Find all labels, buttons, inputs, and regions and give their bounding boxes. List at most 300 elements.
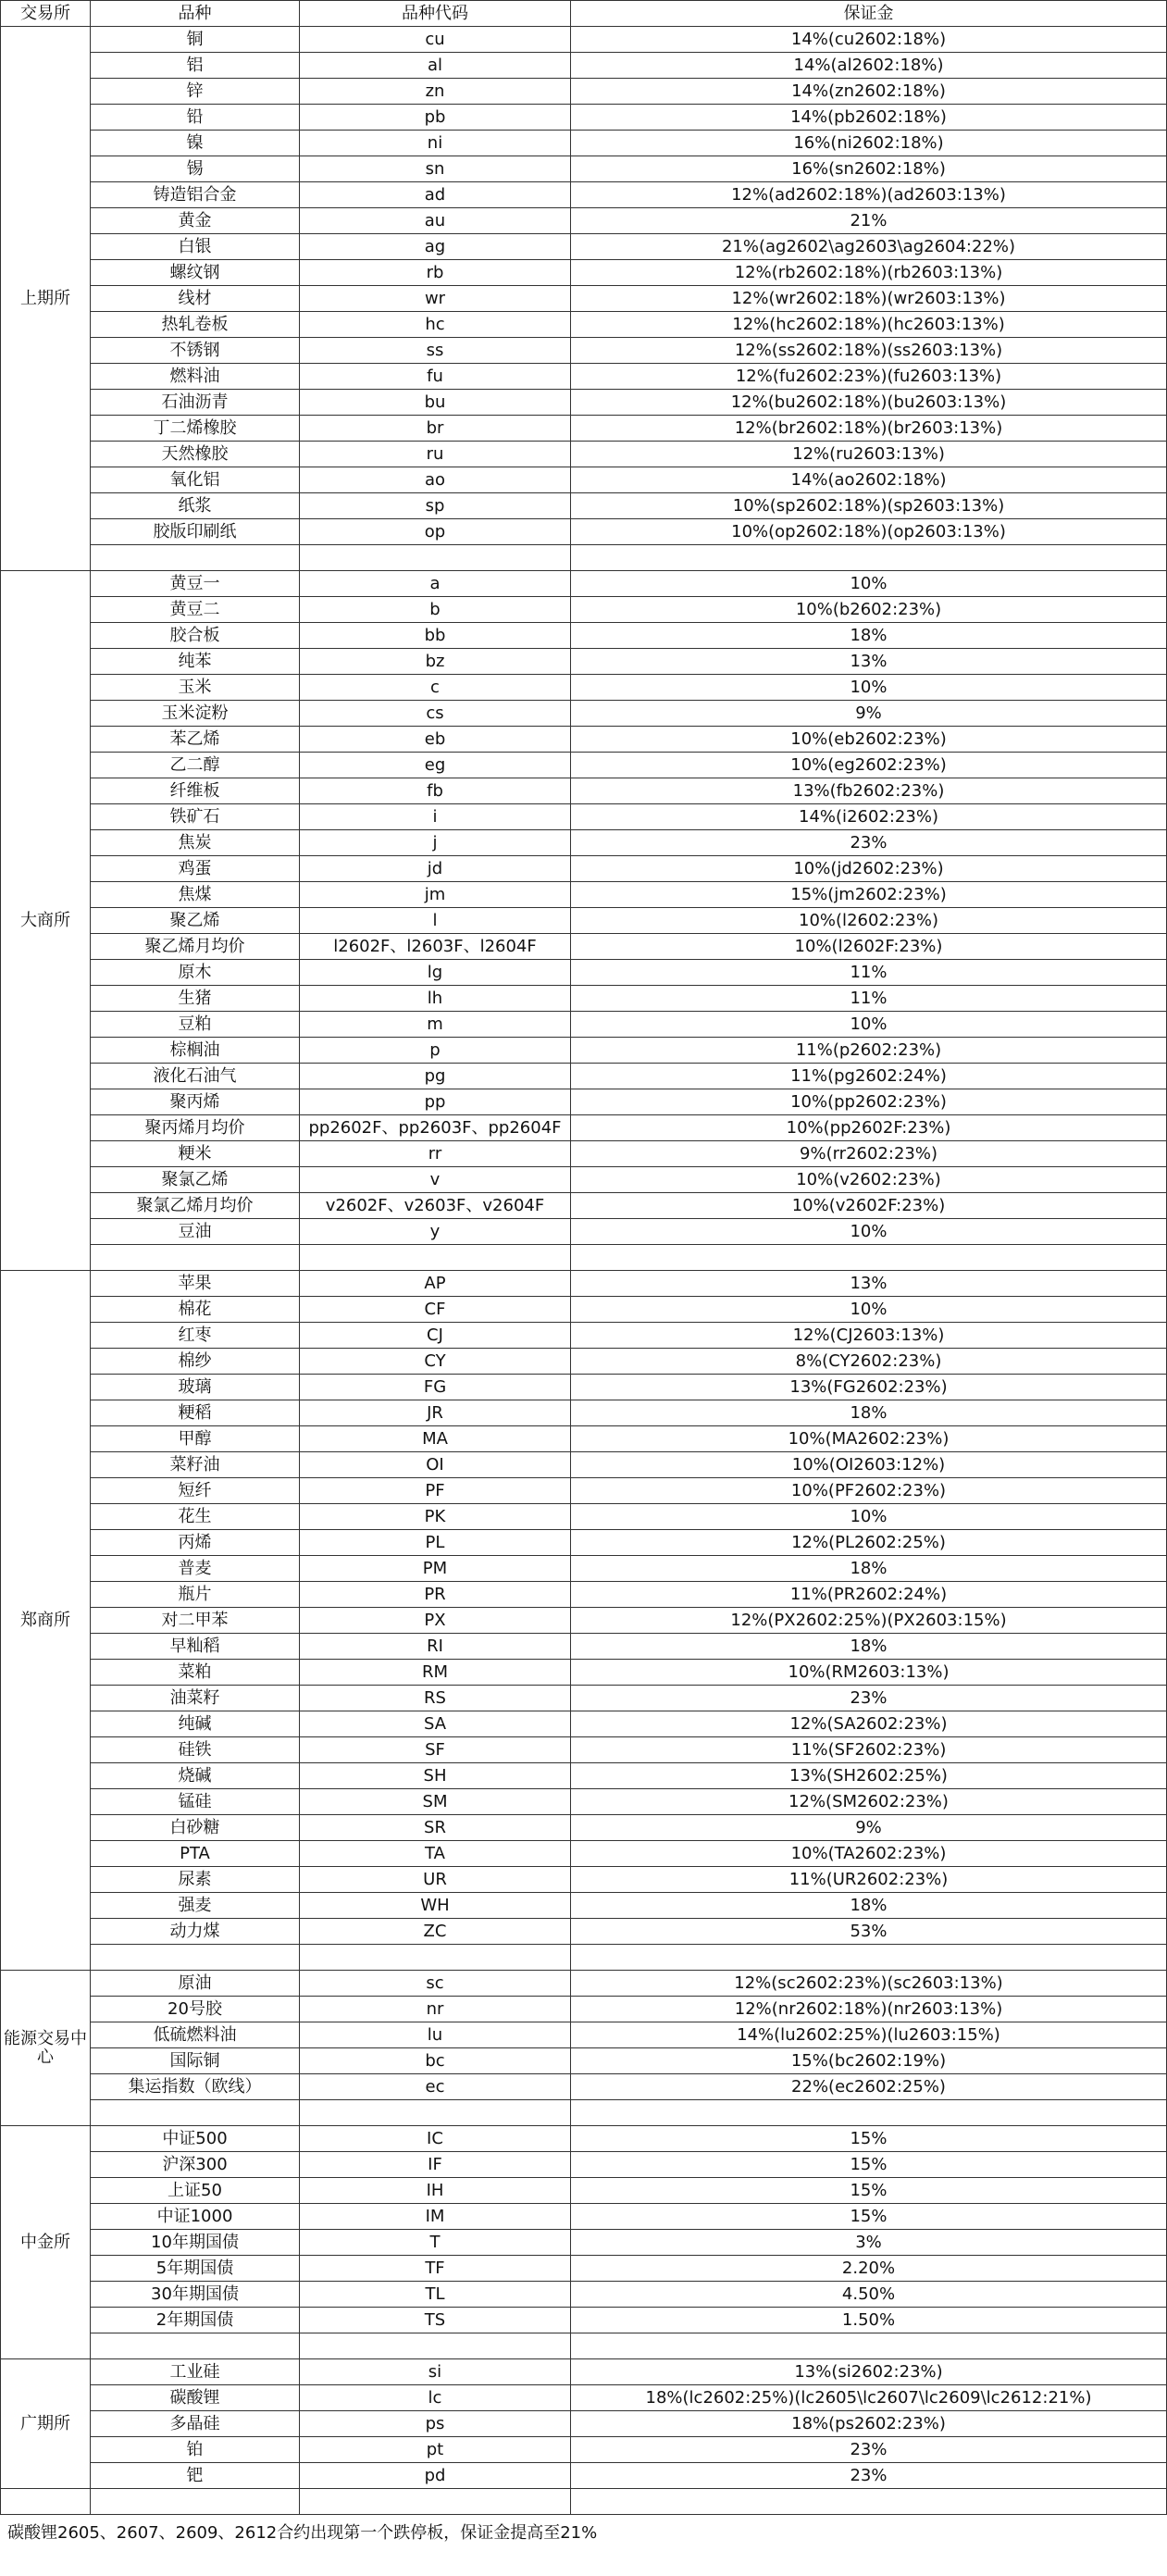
table-row	[1, 1841, 1167, 1867]
empty-cell	[1, 2489, 91, 2515]
margin-cell: 23%	[571, 2463, 1167, 2489]
margin-cell: 13%	[571, 649, 1167, 675]
exchange-cell: 上期所	[1, 27, 91, 571]
margin-cell: 3%	[571, 2230, 1167, 2256]
table-row	[1, 960, 1167, 986]
margin-cell: 15%	[571, 2152, 1167, 2178]
code-cell: zn	[300, 79, 571, 105]
variety-cell: 纯碱	[91, 1711, 300, 1737]
variety-cell: 锌	[91, 79, 300, 105]
variety-cell: 对二甲苯	[91, 1608, 300, 1634]
margin-cell: 12%(CJ2603:13%)	[571, 1323, 1167, 1349]
margin-cell: 21%	[571, 208, 1167, 234]
empty-cell	[300, 2100, 571, 2126]
variety-cell: 甲醇	[91, 1426, 300, 1452]
table-row	[1, 1997, 1167, 2022]
code-cell: pp	[300, 1089, 571, 1115]
margin-cell: 18%	[571, 1400, 1167, 1426]
variety-cell: 粳稻	[91, 1400, 300, 1426]
margin-cell: 11%(pg2602:24%)	[571, 1064, 1167, 1089]
variety-cell: 碳酸锂	[91, 2385, 300, 2411]
table-row	[1, 675, 1167, 701]
code-cell: b	[300, 597, 571, 623]
variety-cell: 动力煤	[91, 1919, 300, 1945]
margin-cell: 12%(fu2602:23%)(fu2603:13%)	[571, 364, 1167, 390]
code-cell: rr	[300, 1141, 571, 1167]
table-row	[1, 2048, 1167, 2074]
variety-cell: 热轧卷板	[91, 312, 300, 338]
margin-cell: 18%(lc2602:25%)(lc2605\lc2607\lc2609\lc2612:21%)	[571, 2385, 1167, 2411]
variety-cell: 白砂糖	[91, 1815, 300, 1841]
variety-cell: 20号胶	[91, 1997, 300, 2022]
margin-cell: 23%	[571, 1686, 1167, 1711]
exchange-cell: 中金所	[1, 2126, 91, 2359]
code-cell: TF	[300, 2256, 571, 2282]
code-cell: p	[300, 1038, 571, 1064]
margin-cell: 16%(sn2602:18%)	[571, 156, 1167, 182]
table-row	[1, 1582, 1167, 1608]
margin-cell: 10%	[571, 675, 1167, 701]
table-row	[1, 1193, 1167, 1219]
variety-cell: 焦炭	[91, 830, 300, 856]
code-cell: CJ	[300, 1323, 571, 1349]
code-cell: bu	[300, 390, 571, 416]
variety-cell: 石油沥青	[91, 390, 300, 416]
code-cell: eb	[300, 727, 571, 753]
code-cell: FG	[300, 1375, 571, 1400]
table-row	[1, 1893, 1167, 1919]
code-cell: lc	[300, 2385, 571, 2411]
variety-cell: 氧化铝	[91, 467, 300, 493]
variety-cell: 焦煤	[91, 882, 300, 908]
empty-cell	[571, 2333, 1167, 2359]
code-cell: nr	[300, 1997, 571, 2022]
spacer-row	[1, 2333, 1167, 2359]
variety-cell: 棕榈油	[91, 1038, 300, 1064]
variety-cell: 中证1000	[91, 2204, 300, 2230]
margin-cell: 10%(jd2602:23%)	[571, 856, 1167, 882]
margin-cell: 12%(ss2602:18%)(ss2603:13%)	[571, 338, 1167, 364]
spacer-row	[1, 1245, 1167, 1271]
variety-cell: 白银	[91, 234, 300, 260]
margin-cell: 10%(PF2602:23%)	[571, 1478, 1167, 1504]
empty-cell	[300, 1945, 571, 1971]
empty-cell	[571, 1945, 1167, 1971]
margin-cell: 12%(SM2602:23%)	[571, 1789, 1167, 1815]
table-row	[1, 882, 1167, 908]
margin-cell: 2.20%	[571, 2256, 1167, 2282]
variety-cell: 燃料油	[91, 364, 300, 390]
code-cell: pb	[300, 105, 571, 131]
table-row	[1, 2359, 1167, 2385]
variety-cell: 黄豆二	[91, 597, 300, 623]
table-row	[1, 1608, 1167, 1634]
table-row	[1, 701, 1167, 727]
code-cell: pg	[300, 1064, 571, 1089]
header-exchange: 交易所	[1, 1, 91, 27]
code-cell: WH	[300, 1893, 571, 1919]
table-row	[1, 1452, 1167, 1478]
margin-cell: 14%(i2602:23%)	[571, 804, 1167, 830]
code-cell: sp	[300, 493, 571, 519]
table-row	[1, 2204, 1167, 2230]
table-row	[1, 156, 1167, 182]
code-cell: PF	[300, 1478, 571, 1504]
variety-cell: 黄豆一	[91, 571, 300, 597]
code-cell: y	[300, 1219, 571, 1245]
variety-cell: 菜粕	[91, 1660, 300, 1686]
code-cell: pp2602F、pp2603F、pp2604F	[300, 1115, 571, 1141]
table-row	[1, 1737, 1167, 1763]
margin-cell: 11%(PR2602:24%)	[571, 1582, 1167, 1608]
code-cell: SR	[300, 1815, 571, 1841]
table-row	[1, 53, 1167, 79]
code-cell: TS	[300, 2308, 571, 2333]
empty-cell	[571, 2100, 1167, 2126]
variety-cell: 生猪	[91, 986, 300, 1012]
code-cell: i	[300, 804, 571, 830]
margin-cell: 10%(TA2602:23%)	[571, 1841, 1167, 1867]
margin-cell: 11%(p2602:23%)	[571, 1038, 1167, 1064]
variety-cell: 苹果	[91, 1271, 300, 1297]
margin-cell: 18%	[571, 1556, 1167, 1582]
table-row	[1, 260, 1167, 286]
table-row	[1, 1219, 1167, 1245]
margin-cell: 12%(hc2602:18%)(hc2603:13%)	[571, 312, 1167, 338]
code-cell: br	[300, 416, 571, 442]
code-cell: bz	[300, 649, 571, 675]
code-cell: l2602F、l2603F、l2604F	[300, 934, 571, 960]
variety-cell: 鸡蛋	[91, 856, 300, 882]
table-row	[1, 727, 1167, 753]
variety-cell: 豆油	[91, 1219, 300, 1245]
margin-cell: 10%(RM2603:13%)	[571, 1660, 1167, 1686]
code-cell: wr	[300, 286, 571, 312]
code-cell: IC	[300, 2126, 571, 2152]
margin-cell: 12%(SA2602:23%)	[571, 1711, 1167, 1737]
code-cell: rb	[300, 260, 571, 286]
margin-cell: 13%(si2602:23%)	[571, 2359, 1167, 2385]
table-row	[1, 1867, 1167, 1893]
table-row	[1, 1115, 1167, 1141]
table-row	[1, 623, 1167, 649]
table-row	[1, 131, 1167, 156]
empty-cell	[91, 2100, 300, 2126]
empty-cell	[91, 545, 300, 571]
table-row	[1, 986, 1167, 1012]
variety-cell: 菜籽油	[91, 1452, 300, 1478]
table-row	[1, 519, 1167, 545]
margin-cell: 13%(FG2602:23%)	[571, 1375, 1167, 1400]
table-row	[1, 2022, 1167, 2048]
margin-cell: 12%(rb2602:18%)(rb2603:13%)	[571, 260, 1167, 286]
margin-cell: 10%(pp2602:23%)	[571, 1089, 1167, 1115]
margin-cell: 12%(sc2602:23%)(sc2603:13%)	[571, 1971, 1167, 1997]
empty-cell	[91, 2489, 300, 2515]
table-row	[1, 1556, 1167, 1582]
margin-cell: 23%	[571, 830, 1167, 856]
table-row	[1, 2230, 1167, 2256]
table-row	[1, 1789, 1167, 1815]
margin-cell: 10%(b2602:23%)	[571, 597, 1167, 623]
variety-cell: 胶合板	[91, 623, 300, 649]
variety-cell: 苯乙烯	[91, 727, 300, 753]
table-row	[1, 1375, 1167, 1400]
margin-cell: 14%(pb2602:18%)	[571, 105, 1167, 131]
table-row	[1, 1349, 1167, 1375]
empty-cell	[91, 1245, 300, 1271]
code-cell: cs	[300, 701, 571, 727]
table-row	[1, 778, 1167, 804]
spacer-row	[1, 1945, 1167, 1971]
variety-cell: 聚乙烯月均价	[91, 934, 300, 960]
exchange-cell: 大商所	[1, 571, 91, 1271]
empty-cell	[300, 2489, 571, 2515]
table-row	[1, 1711, 1167, 1737]
table-row	[1, 2437, 1167, 2463]
code-cell: PL	[300, 1530, 571, 1556]
table-row	[1, 493, 1167, 519]
table-row	[1, 1660, 1167, 1686]
margin-cell: 10%	[571, 1297, 1167, 1323]
table-row	[1, 571, 1167, 597]
variety-cell: 多晶硅	[91, 2411, 300, 2437]
margin-cell: 15%	[571, 2204, 1167, 2230]
table-row	[1, 208, 1167, 234]
spacer-row	[1, 545, 1167, 571]
code-cell: jd	[300, 856, 571, 882]
table-row	[1, 1089, 1167, 1115]
margin-cell: 10%(pp2602F:23%)	[571, 1115, 1167, 1141]
header-margin: 保证金	[571, 1, 1167, 27]
variety-cell: 铝	[91, 53, 300, 79]
variety-cell: 聚氯乙烯月均价	[91, 1193, 300, 1219]
variety-cell: 5年期国债	[91, 2256, 300, 2282]
table-row	[1, 1297, 1167, 1323]
margin-cell: 10%(eb2602:23%)	[571, 727, 1167, 753]
variety-cell: PTA	[91, 1841, 300, 1867]
variety-cell: 瓶片	[91, 1582, 300, 1608]
code-cell: ss	[300, 338, 571, 364]
code-cell: AP	[300, 1271, 571, 1297]
variety-cell: 棉纱	[91, 1349, 300, 1375]
margin-cell: 11%	[571, 960, 1167, 986]
variety-cell: 玻璃	[91, 1375, 300, 1400]
variety-cell: 纸浆	[91, 493, 300, 519]
table-row	[1, 416, 1167, 442]
empty-cell	[300, 1245, 571, 1271]
code-cell: v	[300, 1167, 571, 1193]
code-cell: ec	[300, 2074, 571, 2100]
table-row	[1, 338, 1167, 364]
table-row	[1, 597, 1167, 623]
code-cell: lg	[300, 960, 571, 986]
table-row	[1, 1064, 1167, 1089]
table-row	[1, 1634, 1167, 1660]
variety-cell: 原油	[91, 1971, 300, 1997]
spacer-row	[1, 2100, 1167, 2126]
variety-cell: 纯苯	[91, 649, 300, 675]
variety-cell: 螺纹钢	[91, 260, 300, 286]
variety-cell: 液化石油气	[91, 1064, 300, 1089]
variety-cell: 铅	[91, 105, 300, 131]
code-cell: SM	[300, 1789, 571, 1815]
variety-cell: 聚丙烯月均价	[91, 1115, 300, 1141]
table-row	[1, 2308, 1167, 2333]
variety-cell: 聚氯乙烯	[91, 1167, 300, 1193]
variety-cell: 粳米	[91, 1141, 300, 1167]
margin-table-body	[1, 1, 1167, 2515]
table-row	[1, 1012, 1167, 1038]
variety-cell: 硅铁	[91, 1737, 300, 1763]
margin-cell: 16%(ni2602:18%)	[571, 131, 1167, 156]
table-row	[1, 2411, 1167, 2437]
table-row	[1, 312, 1167, 338]
code-cell: T	[300, 2230, 571, 2256]
table-row	[1, 2152, 1167, 2178]
spacer-row	[1, 2489, 1167, 2515]
margin-cell: 18%	[571, 623, 1167, 649]
variety-cell: 不锈钢	[91, 338, 300, 364]
table-row	[1, 856, 1167, 882]
margin-cell: 10%	[571, 1504, 1167, 1530]
margin-cell: 14%(zn2602:18%)	[571, 79, 1167, 105]
empty-cell	[571, 1245, 1167, 1271]
variety-cell: 丁二烯橡胶	[91, 416, 300, 442]
margin-cell: 12%(ru2603:13%)	[571, 442, 1167, 467]
variety-cell: 30年期国债	[91, 2282, 300, 2308]
footnote: 碳酸锂2605、2607、2609、2612合约出现第一个跌停板，保证金提高至21%	[7, 2523, 598, 2543]
variety-cell: 黄金	[91, 208, 300, 234]
variety-cell: 铸造铝合金	[91, 182, 300, 208]
variety-cell: 花生	[91, 1504, 300, 1530]
table-row	[1, 1815, 1167, 1841]
variety-cell: 聚丙烯	[91, 1089, 300, 1115]
variety-cell: 2年期国债	[91, 2308, 300, 2333]
variety-cell: 锡	[91, 156, 300, 182]
code-cell: IF	[300, 2152, 571, 2178]
variety-cell: 国际铜	[91, 2048, 300, 2074]
code-cell: lu	[300, 2022, 571, 2048]
table-row	[1, 286, 1167, 312]
table-row	[1, 1919, 1167, 1945]
margin-cell: 12%(ad2602:18%)(ad2603:13%)	[571, 182, 1167, 208]
table-row	[1, 2385, 1167, 2411]
table-row	[1, 2126, 1167, 2152]
margin-cell: 11%(SF2602:23%)	[571, 1737, 1167, 1763]
table-row	[1, 2463, 1167, 2489]
margin-cell: 9%	[571, 1815, 1167, 1841]
header-variety: 品种	[91, 1, 300, 27]
code-cell: RS	[300, 1686, 571, 1711]
header-row	[1, 1, 1167, 27]
margin-cell: 4.50%	[571, 2282, 1167, 2308]
exchange-cell: 能源交易中心	[1, 1971, 91, 2126]
margin-cell: 10%(l2602:23%)	[571, 908, 1167, 934]
table-row	[1, 27, 1167, 53]
code-cell: OI	[300, 1452, 571, 1478]
table-row	[1, 79, 1167, 105]
margin-cell: 1.50%	[571, 2308, 1167, 2333]
margin-cell: 10%(op2602:18%)(op2603:13%)	[571, 519, 1167, 545]
variety-cell: 低硫燃料油	[91, 2022, 300, 2048]
variety-cell: 10年期国债	[91, 2230, 300, 2256]
table-row	[1, 105, 1167, 131]
margin-cell: 10%	[571, 1219, 1167, 1245]
margin-cell: 8%(CY2602:23%)	[571, 1349, 1167, 1375]
margin-cell: 15%	[571, 2126, 1167, 2152]
exchange-cell: 郑商所	[1, 1271, 91, 1971]
code-cell: a	[300, 571, 571, 597]
code-cell: RM	[300, 1660, 571, 1686]
margin-cell: 22%(ec2602:25%)	[571, 2074, 1167, 2100]
variety-cell: 聚乙烯	[91, 908, 300, 934]
code-cell: ru	[300, 442, 571, 467]
code-cell: bb	[300, 623, 571, 649]
table-row	[1, 934, 1167, 960]
margin-cell: 18%	[571, 1893, 1167, 1919]
table-row	[1, 804, 1167, 830]
variety-cell: 铂	[91, 2437, 300, 2463]
code-cell: lh	[300, 986, 571, 1012]
code-cell: TA	[300, 1841, 571, 1867]
variety-cell: 早籼稻	[91, 1634, 300, 1660]
code-cell: op	[300, 519, 571, 545]
code-cell: CY	[300, 1349, 571, 1375]
code-cell: SF	[300, 1737, 571, 1763]
variety-cell: 铁矿石	[91, 804, 300, 830]
margin-cell: 21%(ag2602\ag2603\ag2604:22%)	[571, 234, 1167, 260]
code-cell: hc	[300, 312, 571, 338]
table-row	[1, 1323, 1167, 1349]
table-row	[1, 1971, 1167, 1997]
variety-cell: 乙二醇	[91, 753, 300, 778]
margin-cell: 14%(lu2602:25%)(lu2603:15%)	[571, 2022, 1167, 2048]
code-cell: IM	[300, 2204, 571, 2230]
code-cell: eg	[300, 753, 571, 778]
code-cell: jm	[300, 882, 571, 908]
table-row	[1, 2178, 1167, 2204]
code-cell: TL	[300, 2282, 571, 2308]
table-row	[1, 390, 1167, 416]
margin-cell: 10%	[571, 571, 1167, 597]
variety-cell: 玉米淀粉	[91, 701, 300, 727]
variety-cell: 烧碱	[91, 1763, 300, 1789]
margin-cell: 13%	[571, 1271, 1167, 1297]
code-cell: al	[300, 53, 571, 79]
margin-cell: 12%(br2602:18%)(br2603:13%)	[571, 416, 1167, 442]
code-cell: fb	[300, 778, 571, 804]
margin-cell: 18%	[571, 1634, 1167, 1660]
table-row	[1, 649, 1167, 675]
code-cell: ni	[300, 131, 571, 156]
code-cell: cu	[300, 27, 571, 53]
margin-cell: 12%(bu2602:18%)(bu2603:13%)	[571, 390, 1167, 416]
variety-cell: 锰硅	[91, 1789, 300, 1815]
empty-cell	[300, 545, 571, 571]
table-row	[1, 467, 1167, 493]
code-cell: au	[300, 208, 571, 234]
variety-cell: 工业硅	[91, 2359, 300, 2385]
empty-cell	[91, 2333, 300, 2359]
code-cell: UR	[300, 1867, 571, 1893]
variety-cell: 油菜籽	[91, 1686, 300, 1711]
margin-cell: 15%(bc2602:19%)	[571, 2048, 1167, 2074]
margin-cell: 10%(v2602F:23%)	[571, 1193, 1167, 1219]
table-row	[1, 830, 1167, 856]
margin-cell: 13%(SH2602:25%)	[571, 1763, 1167, 1789]
variety-cell: 胶版印刷纸	[91, 519, 300, 545]
